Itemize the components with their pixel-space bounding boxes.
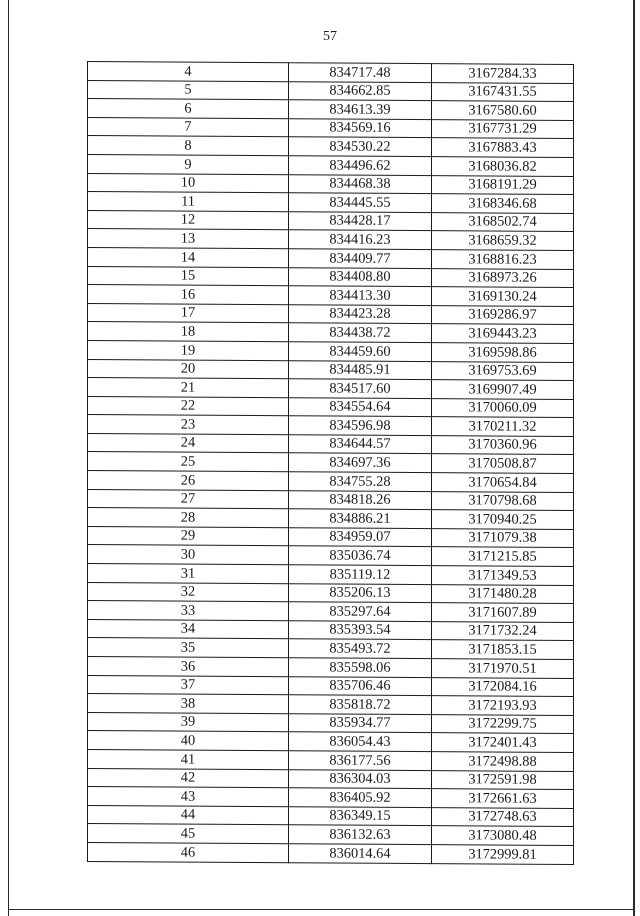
y-coordinate-cell: 3167431.55 [432,82,574,101]
y-coordinate-cell: 3172193.93 [432,696,574,715]
x-coordinate-cell: 834697.36 [289,453,432,472]
y-coordinate-cell: 3167731.29 [432,119,574,138]
y-coordinate-cell: 3171079.38 [432,528,574,547]
x-coordinate-cell: 834755.28 [289,472,432,491]
point-number-cell: 20 [88,359,289,379]
point-number-cell: 9 [88,154,289,174]
point-number-cell: 31 [88,564,289,584]
point-number-cell: 21 [88,378,289,398]
point-number-cell: 12 [88,210,289,230]
point-number-cell: 25 [88,452,289,472]
point-number-cell: 28 [88,508,289,528]
y-coordinate-cell: 3171480.28 [432,584,574,603]
y-coordinate-cell: 3171970.51 [432,659,574,678]
y-coordinate-cell: 3171215.85 [432,547,574,566]
y-coordinate-cell: 3170360.96 [432,435,574,454]
x-coordinate-cell: 834644.57 [289,435,432,454]
point-number-cell: 39 [88,712,289,732]
y-coordinate-cell: 3168191.29 [432,175,574,194]
point-number-cell: 27 [88,489,289,509]
x-coordinate-cell: 834445.55 [289,193,432,212]
x-coordinate-cell: 834408.80 [289,267,432,286]
point-number-cell: 23 [88,415,289,435]
point-number-cell: 46 [88,842,289,862]
point-number-cell: 29 [88,526,289,546]
x-coordinate-cell: 835393.54 [289,621,432,640]
x-coordinate-cell: 835934.77 [289,714,432,733]
y-coordinate-cell: 3171853.15 [432,640,574,659]
point-number-cell: 15 [88,266,289,286]
table-row [88,842,574,864]
y-coordinate-cell: 3171607.89 [432,603,574,622]
y-coordinate-cell: 3172591.98 [432,770,574,789]
x-coordinate-cell: 834517.60 [289,379,432,398]
page-number: 57 [323,29,337,44]
y-coordinate-cell: 3170211.32 [432,417,574,436]
point-number-cell: 5 [88,80,289,100]
point-number-cell: 24 [88,433,289,453]
y-coordinate-cell: 3169907.49 [432,380,574,399]
point-number-cell: 19 [88,340,289,360]
x-coordinate-cell: 836177.56 [289,751,432,770]
x-coordinate-cell: 834886.21 [289,509,432,528]
x-coordinate-cell: 836054.43 [289,732,432,751]
y-coordinate-cell: 3172999.81 [432,845,574,864]
page-edge-bottom [8,909,634,910]
point-number-cell: 40 [88,731,289,751]
point-number-cell: 41 [88,749,289,769]
y-coordinate-cell: 3168502.74 [432,212,574,231]
point-number-cell: 8 [88,136,289,156]
x-coordinate-cell: 834416.23 [289,230,432,249]
point-number-cell: 13 [88,229,289,249]
y-coordinate-cell: 3168973.26 [432,268,574,287]
x-coordinate-cell: 834485.91 [289,360,432,379]
point-number-cell: 16 [88,285,289,305]
x-coordinate-cell: 835706.46 [289,676,432,695]
x-coordinate-cell: 834413.30 [289,286,432,305]
x-coordinate-cell: 835119.12 [289,565,432,584]
x-coordinate-cell: 834428.17 [289,211,432,230]
x-coordinate-cell: 834818.26 [289,490,432,509]
y-coordinate-cell: 3167580.60 [432,101,574,120]
coordinates-table-body [88,62,574,865]
point-number-cell: 30 [88,545,289,565]
point-number-cell: 37 [88,675,289,695]
x-coordinate-cell: 834959.07 [289,528,432,547]
y-coordinate-cell: 3172661.63 [432,789,574,808]
x-coordinate-cell: 835598.06 [289,658,432,677]
x-coordinate-cell: 834459.60 [289,342,432,361]
x-coordinate-cell: 834409.77 [289,249,432,268]
y-coordinate-cell: 3173080.48 [432,826,574,845]
point-number-cell: 18 [88,322,289,342]
x-coordinate-cell: 834554.64 [289,397,432,416]
point-number-cell: 44 [88,805,289,825]
point-number-cell: 10 [88,173,289,193]
point-number-cell: 43 [88,787,289,807]
x-coordinate-cell: 835493.72 [289,639,432,658]
x-coordinate-cell: 836349.15 [289,806,432,825]
y-coordinate-cell: 3167284.33 [432,64,574,83]
y-coordinate-cell: 3170798.68 [432,491,574,510]
x-coordinate-cell: 835206.13 [289,583,432,602]
y-coordinate-cell: 3168036.82 [432,157,574,176]
x-coordinate-cell: 834530.22 [289,137,432,156]
point-number-cell: 7 [88,117,289,137]
point-number-cell: 38 [88,694,289,714]
point-number-cell: 14 [88,247,289,267]
point-number-cell: 11 [88,192,289,212]
x-coordinate-cell: 834496.62 [289,156,432,175]
point-number-cell: 33 [88,601,289,621]
y-coordinate-cell: 3171732.24 [432,621,574,640]
x-coordinate-cell: 834613.39 [289,100,432,119]
y-coordinate-cell: 3172748.63 [432,807,574,826]
x-coordinate-cell: 834468.38 [289,174,432,193]
y-coordinate-cell: 3170508.87 [432,454,574,473]
point-number-cell: 22 [88,396,289,416]
y-coordinate-cell: 3168659.32 [432,231,574,250]
y-coordinate-cell: 3171349.53 [432,566,574,585]
x-coordinate-cell: 834423.28 [289,304,432,323]
y-coordinate-cell: 3170060.09 [432,398,574,417]
x-coordinate-cell: 836304.03 [289,769,432,788]
point-number-cell: 35 [88,638,289,658]
y-coordinate-cell: 3167883.43 [432,138,574,157]
y-coordinate-cell: 3168816.23 [432,250,574,269]
y-coordinate-cell: 3169130.24 [432,287,574,306]
y-coordinate-cell: 3169753.69 [432,361,574,380]
x-coordinate-cell: 836014.64 [289,844,432,863]
page-edge-left [8,0,9,916]
x-coordinate-cell: 836132.63 [289,825,432,844]
point-number-cell: 6 [88,99,289,119]
x-coordinate-cell: 834596.98 [289,416,432,435]
x-coordinate-cell: 836405.92 [289,788,432,807]
coordinates-table [87,61,574,865]
y-coordinate-cell: 3172401.43 [432,733,574,752]
y-coordinate-cell: 3172084.16 [432,677,574,696]
y-coordinate-cell: 3168346.68 [432,194,574,213]
x-coordinate-cell: 835818.72 [289,695,432,714]
point-number-cell: 42 [88,768,289,788]
point-number-cell: 4 [88,62,289,82]
x-coordinate-cell: 835297.64 [289,602,432,621]
y-coordinate-cell: 3170654.84 [432,473,574,492]
y-coordinate-cell: 3172498.88 [432,752,574,771]
y-coordinate-cell: 3170940.25 [432,510,574,529]
x-coordinate-cell: 835036.74 [289,546,432,565]
y-coordinate-cell: 3169598.86 [432,343,574,362]
point-number-cell: 34 [88,619,289,639]
point-number-cell: 45 [88,824,289,844]
y-coordinate-cell: 3172299.75 [432,714,574,733]
point-number-cell: 26 [88,471,289,491]
x-coordinate-cell: 834438.72 [289,323,432,342]
y-coordinate-cell: 3169443.23 [432,324,574,343]
y-coordinate-cell: 3169286.97 [432,305,574,324]
point-number-cell: 32 [88,582,289,602]
point-number-cell: 17 [88,303,289,323]
point-number-cell: 36 [88,657,289,677]
x-coordinate-cell: 834717.48 [289,63,432,82]
x-coordinate-cell: 834662.85 [289,81,432,100]
x-coordinate-cell: 834569.16 [289,119,432,138]
page-edge-right [633,0,635,916]
